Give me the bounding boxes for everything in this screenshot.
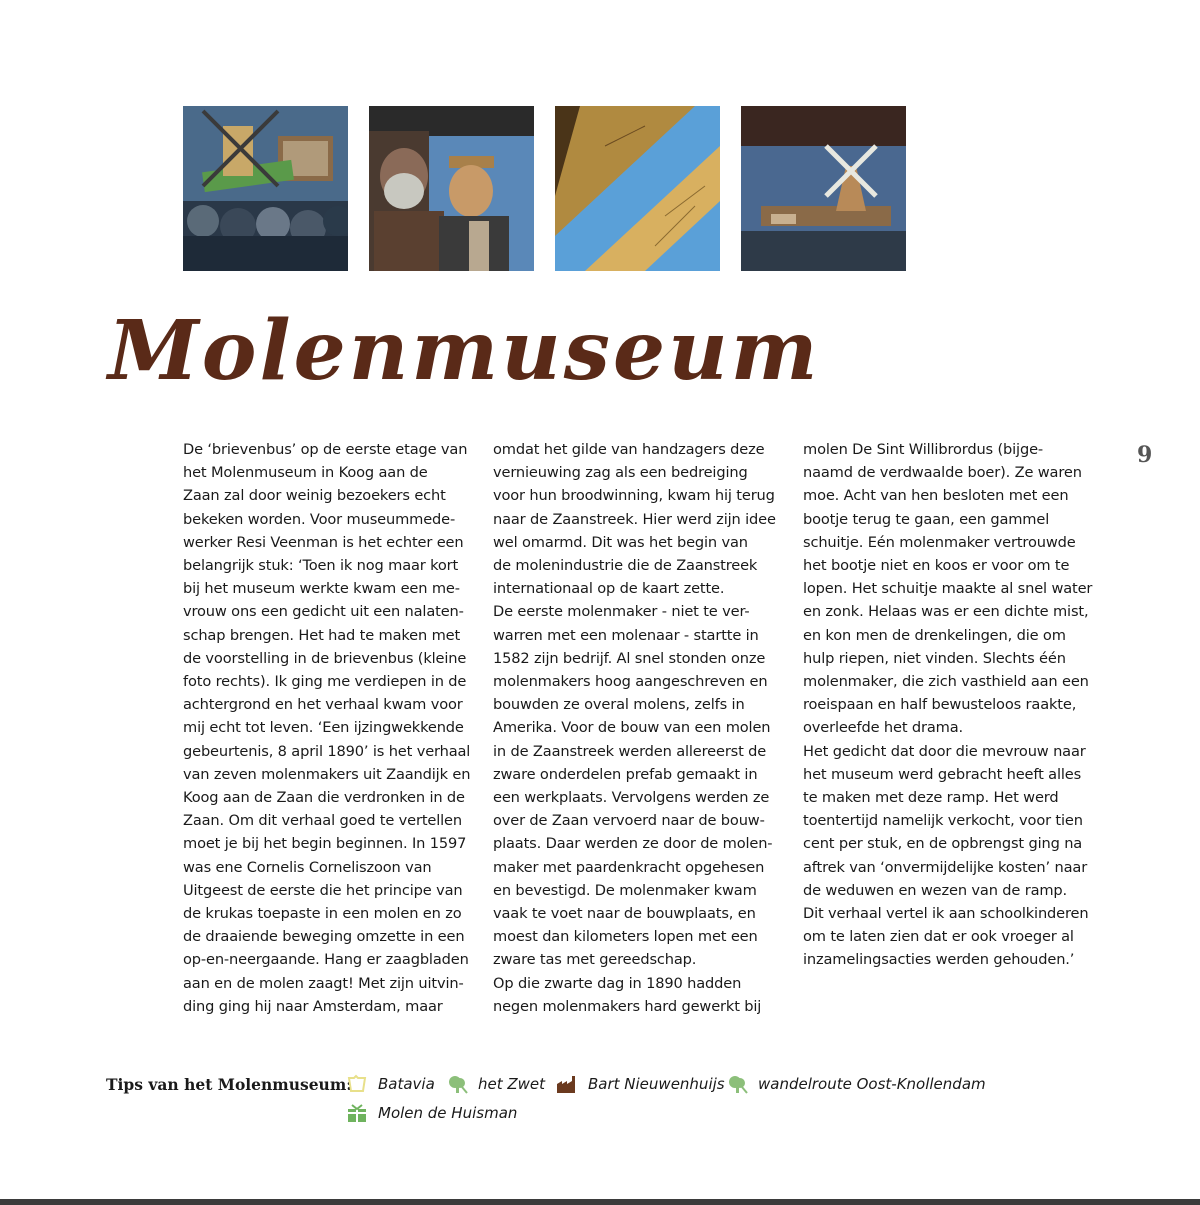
body-column-3: molen De Sint Willibrordus (bijge- naamd de verdwaalde boer). Ze waren moe. Acht van hen besloten met een bootje terug te gaan, een gammel schuitje. Eén molenmaker vertrouwde het bootje niet en koos er voor om te lopen. Het schuitje maakte al snel water en zonk. Helaas was er een dichte mist, en kon men de drenkelingen, die om hulp riepen, niet vinden. Slechts één molenmaker, die zich vasthield aan een roeispaan en half bewusteloos raakte, overleefde het drama. Het gedicht dat door die mevrouw naar het museum werd gebracht heeft alles te maken met deze ramp. Het werd toentertijd namelijk verkocht, voor tien cent per stuk, en de opbrengst ging na aftrek van ‘onvermijdelijke kosten’ naar de weduwen en wezen van de ramp. Dit verhaal vertel ik aan schoolkinderen om te laten zien dat er ook vroeger al inzamelingsacties werden gehouden.’ [803,441,1093,969]
tips-label: Tips van het Molenmuseum: [106,1075,352,1094]
gift-icon [346,1103,368,1123]
tip-label: wandelroute Oost-Knollendam [758,1075,986,1093]
miller-figures-photo [369,106,534,271]
tip-label: Bart Nieuwenhuijs [588,1075,725,1093]
tree-icon [726,1074,748,1094]
tip-label: Molen de Huisman [378,1104,518,1122]
tip-item-molen-de-huisman[interactable] [346,1101,517,1125]
sawmill-plans-photo [555,106,720,271]
tip-item-het-zwet[interactable] [446,1072,545,1096]
page-number: 9 [1137,442,1153,468]
tip-label: Batavia [378,1075,435,1093]
bottom-bar [0,1199,1200,1205]
tree-icon [446,1074,468,1094]
page-title: Molenmuseum [108,303,821,399]
tip-label: het Zwet [478,1075,546,1093]
tip-item-batavia[interactable] [346,1072,435,1096]
tip-item-bart-nieuwenhuijs[interactable] [556,1072,725,1096]
windmill-diorama-photo [741,106,906,271]
windmill-model-exhibit-photo [183,106,348,271]
body-column-2: omdat het gilde van handzagers deze vernieuwing zag als een bedreiging voor hun broodwinning, kwam hij terug naar de Zaanstreek. Hier werd zijn idee wel omarmd. Dit was het begin van de molenindustrie die de Zaanstreek internationaal op de kaart zette. De eerste molenmaker - niet te ver- warren met een molenaar - startte in 1582 zijn bedrijf. Al snel stonden onze molenmakers hoog aangeschreven en bouwden ze overal molens, zelfs in Amerika. Voor de bouw van een molen in de Zaanstreek werden allereerst de zware onderdelen prefab gemaakt in een werkplaats. Vervolgens werden ze over de Zaan vervoerd naar de bouw- plaats. Daar werden ze door de molen- maker met paardenkracht opgehesen en bevestigd. De molenmaker kwam vaak te voet naar de bouwplaats, en moest dan kilometers lopen met een zware tas met gereedschap. Op die zwarte dag in 1890 hadden negen molenmakers hard gewerkt bij [493,441,776,1015]
factory-icon [556,1074,578,1094]
body-column-1: De ‘brievenbus’ op de eerste etage van het Molenmuseum in Koog aan de Zaan zal door weinig bezoekers echt bekeken worden. Voor museummede- werker Resi Veenman is het echter een belangrijk stuk: ‘Toen ik nog maar kort bij het museum werkte kwam een me- vrouw ons een gedicht uit een nalaten- schap brengen. Het had te maken met de voorstelling in de brievenbus (kleine foto rechts). Ik ging me verdiepen in de achtergrond en het verhaal kwam voor mij echt tot leven. ‘Een ijzingwekkende gebeurtenis, 8 april 1890’ is het verhaal van zeven molenmakers uit Zaandijk en Koog aan de Zaan die verdronken in de Zaan. Om dit verhaal goed te vertellen moet je bij het begin beginnen. In 1597 was ene Cornelis Corneliszoon van Uitgeest de eerste die het principe van de krukas toepaste in een molen en zo de draaiende beweging omzette in een op-en-neergaande. Hang er zaagbladen aan en de molen zaagt! Met zijn uitvin- ding ging hij naar Amsterdam, maar [183,441,471,1015]
tip-item-wandelroute-oost-knollendam[interactable] [726,1072,986,1096]
ship-icon [346,1074,368,1094]
